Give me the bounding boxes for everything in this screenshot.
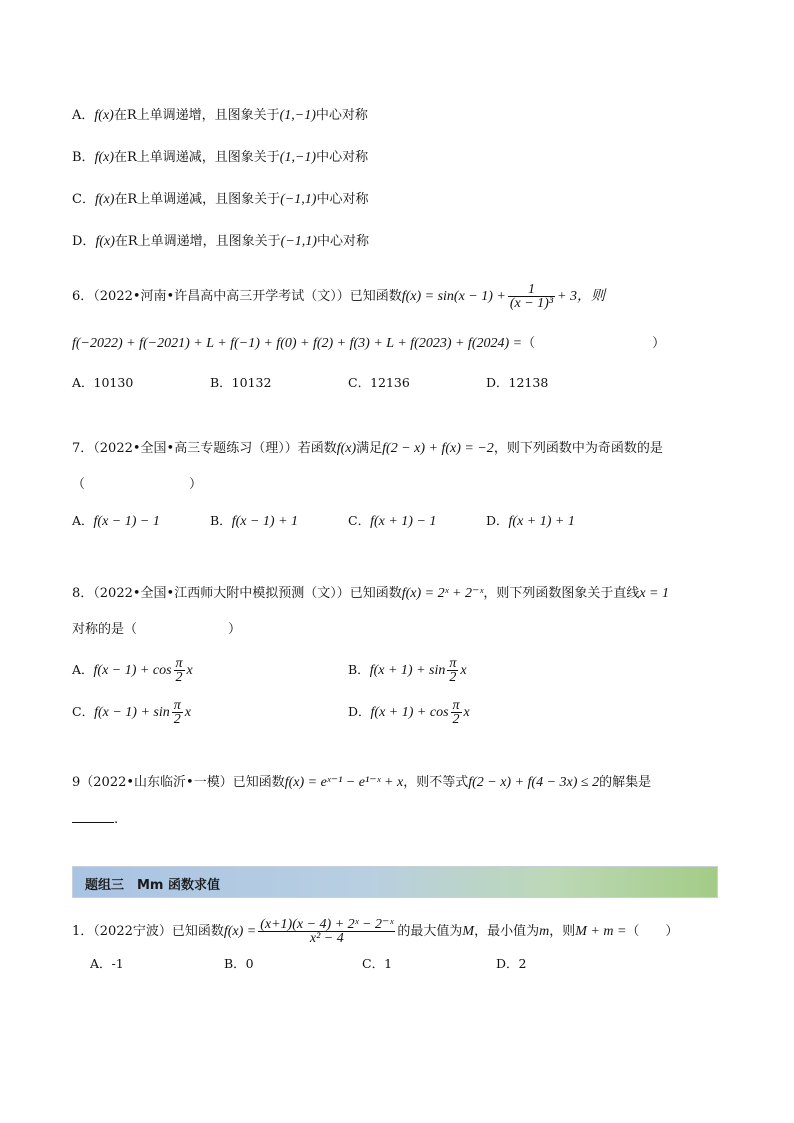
q1-fraction: $\frac{\text{(x+1)(x − 4) + 2ˣ − 2⁻ˣ}}{\text{x² − 4}}$ bbox=[260, 917, 394, 946]
q9-stem: 9（2022•山东临沂•一模）已知函数f(x) = eˣ⁻¹ − e¹⁻ˣ + x，则不等式f(2 − x) + f(4 − 3x) ≤ 2的解集是 bbox=[72, 775, 652, 790]
q6-fraction: $\frac{1}{\text{(x − 1)³}}$ bbox=[509, 282, 554, 311]
q7-paren: （ ） bbox=[72, 477, 203, 492]
q8-stem-2: 对称的是（ ） bbox=[72, 622, 242, 637]
q9-answer-blank bbox=[72, 810, 114, 823]
q7-stem: 7．（2022•全国•高三专题练习（理））若函数f(x)满足f(2 − x) + f(x) = −2，则下列函数中为奇函数的是 bbox=[72, 441, 663, 456]
q1-stem: 1．（2022宁波）已知函数f(x) = $\frac{\text{(x+1)(x − 4) + 2ˣ − 2⁻ˣ}}{\text{x² − 4}}$ 的最大值为M，最小值为m，则M + m =（ ） bbox=[72, 917, 679, 946]
q6-option-a: A．10130 bbox=[72, 375, 134, 390]
q7-option-d: D．f(x + 1) + 1 bbox=[486, 513, 575, 529]
q8-option-b: B．f(x + 1) + sin $\frac{\pi}{2}$ x bbox=[348, 656, 467, 685]
q1-option-d: D．2 bbox=[496, 956, 527, 971]
q5-option-c: C．f(x)在R上单调递减，且图象关于(−1,1)中心对称 bbox=[72, 192, 369, 207]
q6-option-d: D．12138 bbox=[486, 375, 549, 390]
q5-option-d: D．f(x)在R上单调递增，且图象关于(−1,1)中心对称 bbox=[72, 234, 369, 249]
q9-blank-line: . bbox=[72, 810, 118, 829]
q6-stem: 6．（2022•河南•许昌高中高三开学考试（文））已知函数f(x) = sin(x − 1) + $\frac{1}{\text{(x − 1)³}}$ + 3，则 bbox=[72, 282, 605, 311]
q5-option-a: A．f(x)在R上单调递增，且图象关于(1,−1)中心对称 bbox=[72, 108, 368, 123]
q8-stem: 8．（2022•全国•江西师大附中模拟预测（文））已知函数f(x) = 2ˣ + 2⁻ˣ，则下列函数图象关于直线x = 1 bbox=[72, 586, 670, 601]
q1-option-c: C．1 bbox=[362, 956, 393, 971]
q1-option-b: B．0 bbox=[224, 956, 254, 971]
q5-option-b: B．f(x)在R上单调递减，且图象关于(1,−1)中心对称 bbox=[72, 150, 369, 165]
q8-option-d: D．f(x + 1) + cos $\frac{\pi}{2}$ x bbox=[348, 698, 470, 727]
section-title: 题组三 Mm 函数求值 bbox=[85, 878, 221, 893]
q8-option-c: C．f(x − 1) + sin $\frac{\pi}{2}$ x bbox=[72, 698, 191, 727]
q7-option-a: A．f(x − 1) − 1 bbox=[72, 513, 160, 529]
q7-option-c: C．f(x + 1) − 1 bbox=[348, 513, 437, 529]
q1-option-a: A．-1 bbox=[90, 956, 124, 971]
q6-sum: f(−2022) + f(−2021) + L + f(−1) + f(0) + f(2) + f(3) + L + f(2023) + f(2024) =（ ） bbox=[72, 336, 666, 351]
q7-option-b: B．f(x − 1) + 1 bbox=[210, 513, 299, 529]
q6-option-c: C．12136 bbox=[348, 375, 410, 390]
section-header bbox=[72, 866, 718, 898]
q6-option-b: B．10132 bbox=[210, 375, 272, 390]
q8-option-a: A．f(x − 1) + cos $\frac{\pi}{2}$ x bbox=[72, 656, 193, 685]
